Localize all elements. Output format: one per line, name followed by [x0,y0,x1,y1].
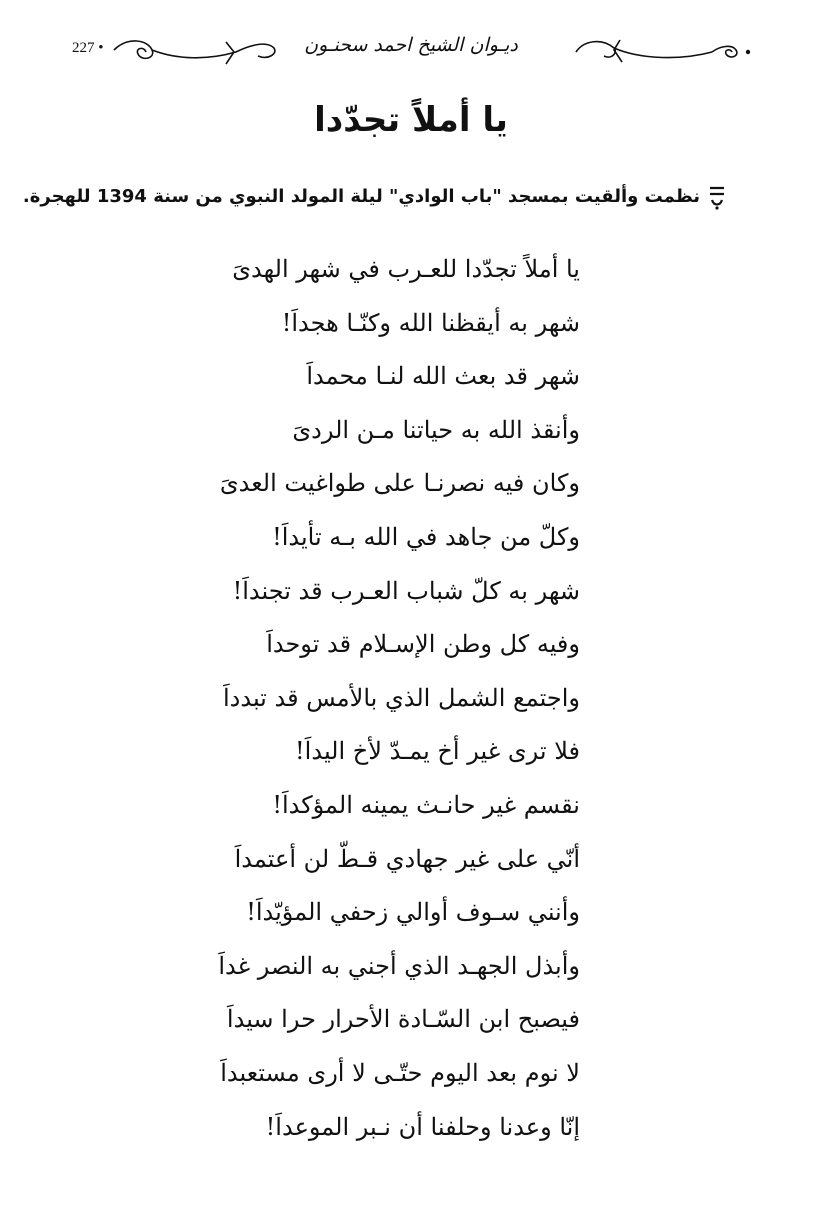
book-title: ديـوان الشيخ احمد سحنـون [304,34,518,56]
verse-line: واجتمع الشمل الذي بالأمس قد تبدداَ [222,683,580,712]
page-header [0,20,822,76]
verse-line: إنّا وعدنا وحلفنا أن نـبر الموعداَ! [265,1112,580,1141]
verse-line: شهر به كلّ شباب العـرب قد تجنداَ! [232,576,580,605]
header-ornament-right-icon [572,30,752,70]
verse-line: لا نوم بعد اليوم حتّـى لا أرى مستعبداَ [220,1058,580,1087]
verse-line: وفيه كل وطن الإسـلام قد توحداَ [266,630,580,659]
verse-line: فلا ترى غير أخ يمـدّ لأخ اليداَ! [295,737,580,766]
verse-list [200,243,580,1154]
verse-line: شهر قد بعث الله لنـا محمداَ [306,362,580,391]
poem-intro [22,182,700,218]
verse-line: فيصبح ابن السّـادة الأحرار حرا سيداَ [226,1005,580,1034]
poem-title: يا أملاً تجدّدا [314,100,508,140]
verse-line: وأنقذ الله به حياتنا مـن الردىَ [292,415,580,444]
verse-line: وكان فيه نصرنـا على طواغيت العدىَ [219,469,580,498]
verse-line: وأنني سـوف أوالي زحفي المؤيّداَ! [246,898,580,927]
verse-line: نقسم غير حانـث يمينه المؤكداَ! [272,790,580,819]
page-number: 227 • [72,40,104,56]
note-marker-icon [706,184,728,210]
verse-line: أنّي على غير جهادي قـطّ لن أعتمداَ [234,844,580,873]
verse-line: وكلّ من جاهد في الله بـه تأيداَ! [272,522,580,551]
intro-text: نظمت وألقيت بمسجد "باب الوادي" ليلة المولد النبوي من سنة 1394 للهجرة. [22,186,700,207]
verse-line: يا أملاً تجدّدا للعـرب في شهر الهدىَ [232,255,580,283]
verse-line: شهر به أيقظنا الله وكنّـا هجداَ! [281,308,580,337]
verse-line: وأبذل الجهـد الذي أجني به النصر غداَ [218,951,580,980]
